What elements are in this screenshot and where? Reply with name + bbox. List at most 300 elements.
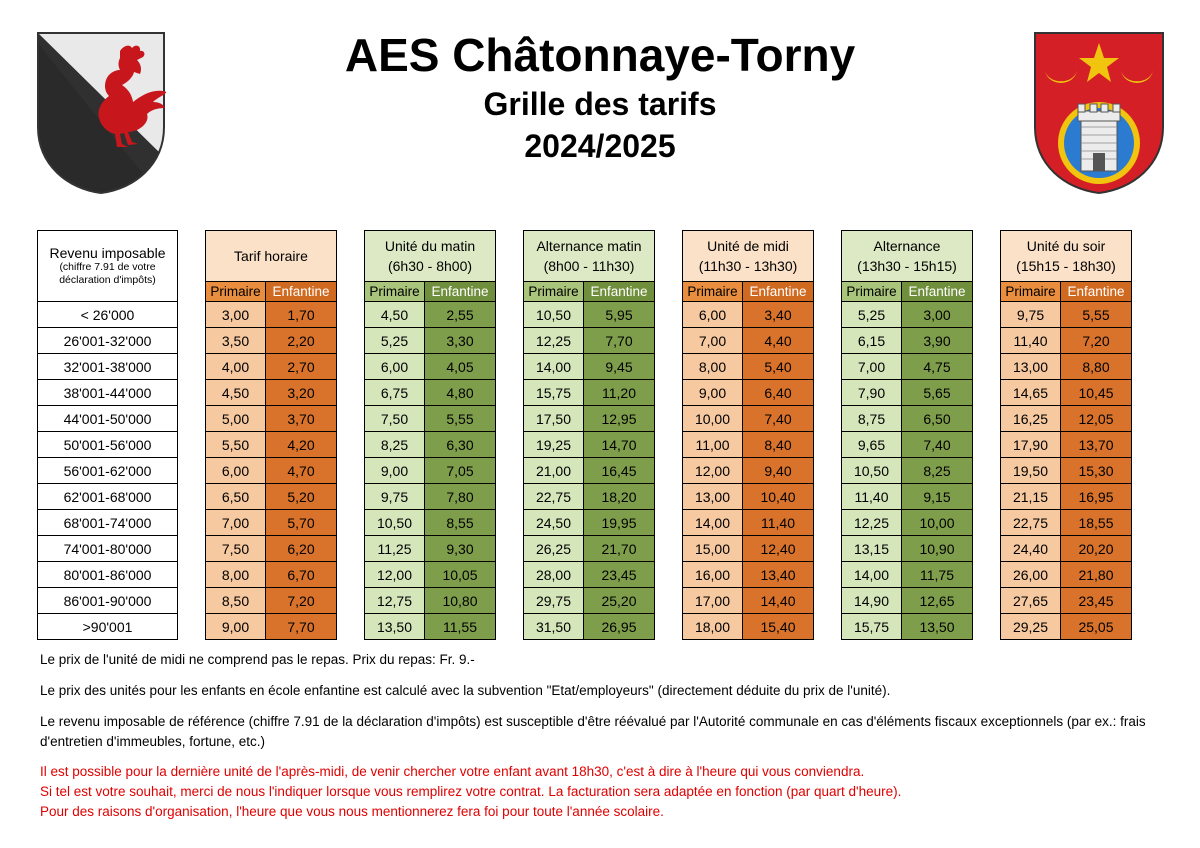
price-enfantine: 4,05 [425, 354, 496, 380]
column-gap [973, 231, 1001, 302]
group-header-time: (8h00 - 11h30) [543, 258, 635, 274]
price-enfantine: 12,05 [1061, 406, 1132, 432]
price-primaire: 6,00 [365, 354, 425, 380]
price-primaire: 10,00 [683, 406, 743, 432]
column-gap [178, 536, 206, 562]
price-enfantine: 12,40 [743, 536, 814, 562]
price-enfantine: 15,30 [1061, 458, 1132, 484]
price-primaire: 8,25 [365, 432, 425, 458]
price-enfantine: 4,20 [266, 432, 337, 458]
price-primaire: 9,75 [1001, 302, 1061, 328]
group-header-title: Unité de midi [707, 238, 789, 254]
group-header-time: (15h15 - 18h30) [1016, 258, 1116, 274]
price-enfantine: 3,00 [902, 302, 973, 328]
price-primaire: 6,00 [683, 302, 743, 328]
price-primaire: 14,90 [842, 588, 902, 614]
column-gap [496, 231, 524, 302]
price-primaire: 9,65 [842, 432, 902, 458]
column-gap [496, 406, 524, 432]
column-gap [178, 588, 206, 614]
column-gap [655, 484, 683, 510]
price-primaire: 8,50 [206, 588, 266, 614]
income-bracket: 62'001-68'000 [38, 484, 178, 510]
income-bracket: 86'001-90'000 [38, 588, 178, 614]
column-gap [337, 536, 365, 562]
price-primaire: 4,50 [206, 380, 266, 406]
header-row [38, 231, 1132, 282]
price-enfantine: 9,30 [425, 536, 496, 562]
price-enfantine: 10,90 [902, 536, 973, 562]
price-primaire: 7,90 [842, 380, 902, 406]
price-primaire: 10,50 [524, 302, 584, 328]
price-enfantine: 3,40 [743, 302, 814, 328]
column-gap [655, 510, 683, 536]
price-enfantine: 6,70 [266, 562, 337, 588]
column-gap [496, 432, 524, 458]
column-gap [814, 432, 842, 458]
price-enfantine: 11,20 [584, 380, 655, 406]
column-gap [178, 354, 206, 380]
price-enfantine: 5,40 [743, 354, 814, 380]
column-gap [337, 432, 365, 458]
price-primaire: 14,00 [524, 354, 584, 380]
price-enfantine: 10,80 [425, 588, 496, 614]
price-enfantine: 1,70 [266, 302, 337, 328]
group-header [206, 231, 337, 282]
price-primaire: 10,50 [365, 510, 425, 536]
price-primaire: 4,50 [365, 302, 425, 328]
group-header-title: Unité du soir [1026, 238, 1106, 254]
price-enfantine: 5,20 [266, 484, 337, 510]
price-enfantine: 18,20 [584, 484, 655, 510]
note-red-block [40, 762, 1170, 822]
price-enfantine: 7,05 [425, 458, 496, 484]
column-gap [814, 588, 842, 614]
price-enfantine: 10,40 [743, 484, 814, 510]
price-primaire: 27,65 [1001, 588, 1061, 614]
income-bracket: 26'001-32'000 [38, 328, 178, 354]
income-bracket: >90'001 [38, 614, 178, 640]
income-bracket: < 26'000 [38, 302, 178, 328]
group-header-time: (6h30 - 8h00) [387, 258, 473, 274]
column-gap [337, 614, 365, 640]
column-gap [655, 458, 683, 484]
subheader-primaire: Primaire [842, 282, 902, 302]
subheader-enfantine: Enfantine [584, 282, 655, 302]
price-enfantine: 3,70 [266, 406, 337, 432]
price-enfantine: 3,90 [902, 328, 973, 354]
price-primaire: 26,00 [1001, 562, 1061, 588]
group-header-title: Alternance [873, 238, 941, 254]
price-enfantine: 5,95 [584, 302, 655, 328]
group-header-title: Alternance matin [536, 238, 642, 254]
column-gap [814, 354, 842, 380]
column-gap [655, 328, 683, 354]
column-gap [337, 231, 365, 302]
price-enfantine: 4,75 [902, 354, 973, 380]
price-enfantine: 10,05 [425, 562, 496, 588]
price-enfantine: 6,40 [743, 380, 814, 406]
table-row [38, 484, 1132, 510]
price-primaire: 8,00 [683, 354, 743, 380]
price-enfantine: 13,50 [902, 614, 973, 640]
price-enfantine: 3,30 [425, 328, 496, 354]
price-enfantine: 7,70 [266, 614, 337, 640]
price-primaire: 11,25 [365, 536, 425, 562]
price-enfantine: 21,70 [584, 536, 655, 562]
column-gap [973, 510, 1001, 536]
price-primaire: 14,65 [1001, 380, 1061, 406]
price-primaire: 8,00 [206, 562, 266, 588]
column-gap [973, 328, 1001, 354]
price-primaire: 8,75 [842, 406, 902, 432]
price-primaire: 6,75 [365, 380, 425, 406]
price-primaire: 15,75 [524, 380, 584, 406]
column-gap [655, 354, 683, 380]
price-primaire: 12,00 [365, 562, 425, 588]
title-block [0, 29, 1200, 164]
price-enfantine: 3,20 [266, 380, 337, 406]
column-gap [496, 484, 524, 510]
price-primaire: 21,15 [1001, 484, 1061, 510]
price-primaire: 4,00 [206, 354, 266, 380]
price-enfantine: 4,70 [266, 458, 337, 484]
price-primaire: 13,00 [1001, 354, 1061, 380]
column-gap [814, 484, 842, 510]
price-enfantine: 11,55 [425, 614, 496, 640]
price-primaire: 9,00 [683, 380, 743, 406]
row-header-sublabel: (chiffre 7.91 de votre déclaration d'impôts) [59, 261, 156, 286]
subheader-primaire: Primaire [683, 282, 743, 302]
price-primaire: 31,50 [524, 614, 584, 640]
note-red-line: Pour des raisons d'organisation, l'heure que vous nous mentionnerez fera foi pour toute l'année scolaire. [40, 804, 664, 819]
price-enfantine: 26,95 [584, 614, 655, 640]
price-primaire: 24,40 [1001, 536, 1061, 562]
price-enfantine: 8,80 [1061, 354, 1132, 380]
price-primaire: 16,00 [683, 562, 743, 588]
price-enfantine: 6,20 [266, 536, 337, 562]
price-primaire: 7,00 [206, 510, 266, 536]
price-enfantine: 4,40 [743, 328, 814, 354]
column-gap [655, 614, 683, 640]
column-gap [178, 406, 206, 432]
price-primaire: 22,75 [524, 484, 584, 510]
price-primaire: 24,50 [524, 510, 584, 536]
price-primaire: 3,50 [206, 328, 266, 354]
price-enfantine: 19,95 [584, 510, 655, 536]
subheader-primaire: Primaire [524, 282, 584, 302]
column-gap [496, 614, 524, 640]
subheader-primaire: Primaire [1001, 282, 1061, 302]
column-gap [178, 302, 206, 328]
subheader-primaire: Primaire [206, 282, 266, 302]
price-enfantine: 8,55 [425, 510, 496, 536]
column-gap [814, 406, 842, 432]
price-primaire: 19,25 [524, 432, 584, 458]
note-subsidy: Le prix des unités pour les enfants en école enfantine est calculé avec la subvention "Etat/employeurs" (directement déduite du prix de l'unité). [40, 683, 891, 698]
price-enfantine: 6,50 [902, 406, 973, 432]
column-gap [973, 536, 1001, 562]
page-title: AES Châtonnaye-Torny [344, 29, 856, 81]
price-primaire: 11,00 [683, 432, 743, 458]
price-primaire: 12,75 [365, 588, 425, 614]
row-header-label [38, 231, 178, 302]
price-primaire: 26,25 [524, 536, 584, 562]
column-gap [973, 380, 1001, 406]
group-header-time: (11h30 - 13h30) [698, 258, 798, 274]
price-primaire: 12,25 [524, 328, 584, 354]
group-header-title: Tarif horaire [234, 248, 308, 264]
price-enfantine: 8,40 [743, 432, 814, 458]
price-enfantine: 6,30 [425, 432, 496, 458]
subheader-primaire: Primaire [365, 282, 425, 302]
column-gap [973, 562, 1001, 588]
column-gap [973, 432, 1001, 458]
subheader-enfantine: Enfantine [266, 282, 337, 302]
table-row [38, 458, 1132, 484]
page-subtitle: Grille des tarifs [483, 86, 717, 122]
column-gap [496, 510, 524, 536]
price-primaire: 15,75 [842, 614, 902, 640]
column-gap [496, 380, 524, 406]
income-bracket: 56'001-62'000 [38, 458, 178, 484]
income-bracket: 50'001-56'000 [38, 432, 178, 458]
price-primaire: 29,25 [1001, 614, 1061, 640]
column-gap [655, 380, 683, 406]
column-gap [496, 536, 524, 562]
price-enfantine: 15,40 [743, 614, 814, 640]
price-enfantine: 10,00 [902, 510, 973, 536]
price-enfantine: 11,40 [743, 510, 814, 536]
column-gap [655, 302, 683, 328]
column-gap [337, 354, 365, 380]
price-primaire: 15,00 [683, 536, 743, 562]
price-enfantine: 21,80 [1061, 562, 1132, 588]
price-enfantine: 12,95 [584, 406, 655, 432]
price-primaire: 12,25 [842, 510, 902, 536]
price-primaire: 9,00 [365, 458, 425, 484]
note-meal: Le prix de l'unité de midi ne comprend pas le repas. Prix du repas: Fr. 9.- [40, 652, 475, 667]
price-enfantine: 13,40 [743, 562, 814, 588]
price-primaire: 11,40 [1001, 328, 1061, 354]
group-header [842, 231, 973, 282]
price-enfantine: 7,40 [743, 406, 814, 432]
price-primaire: 5,00 [206, 406, 266, 432]
column-gap [337, 562, 365, 588]
column-gap [973, 458, 1001, 484]
price-primaire: 5,25 [365, 328, 425, 354]
price-enfantine: 7,20 [266, 588, 337, 614]
school-year: 2024/2025 [524, 128, 676, 164]
column-gap [178, 510, 206, 536]
column-gap [814, 458, 842, 484]
subheader-enfantine: Enfantine [743, 282, 814, 302]
price-primaire: 13,15 [842, 536, 902, 562]
column-gap [655, 562, 683, 588]
price-primaire: 28,00 [524, 562, 584, 588]
price-primaire: 12,00 [683, 458, 743, 484]
table-row [38, 302, 1132, 328]
row-header-title: Revenu imposable [49, 245, 166, 261]
table-row [38, 432, 1132, 458]
notes [40, 650, 1170, 822]
column-gap [337, 458, 365, 484]
column-gap [814, 328, 842, 354]
table-row [38, 380, 1132, 406]
price-primaire: 14,00 [842, 562, 902, 588]
note-red-line: Il est possible pour la dernière unité de l'après-midi, de venir chercher votre enfant avant 18h30, c'est à dire à l'heure qui vous conviendra. [40, 764, 865, 779]
table-row [38, 588, 1132, 614]
price-primaire: 9,00 [206, 614, 266, 640]
column-gap [496, 458, 524, 484]
column-gap [337, 510, 365, 536]
price-primaire: 7,50 [206, 536, 266, 562]
price-primaire: 13,00 [683, 484, 743, 510]
column-gap [973, 588, 1001, 614]
income-bracket: 80'001-86'000 [38, 562, 178, 588]
column-gap [814, 536, 842, 562]
price-enfantine: 7,80 [425, 484, 496, 510]
price-enfantine: 7,20 [1061, 328, 1132, 354]
price-primaire: 17,50 [524, 406, 584, 432]
price-primaire: 7,00 [683, 328, 743, 354]
column-gap [814, 231, 842, 302]
price-primaire: 18,00 [683, 614, 743, 640]
column-gap [655, 536, 683, 562]
price-enfantine: 20,20 [1061, 536, 1132, 562]
column-gap [337, 588, 365, 614]
price-primaire: 11,40 [842, 484, 902, 510]
price-primaire: 17,90 [1001, 432, 1061, 458]
income-bracket: 68'001-74'000 [38, 510, 178, 536]
table-row [38, 406, 1132, 432]
column-gap [178, 614, 206, 640]
price-primaire: 22,75 [1001, 510, 1061, 536]
price-enfantine: 7,70 [584, 328, 655, 354]
price-primaire: 10,50 [842, 458, 902, 484]
group-header [683, 231, 814, 282]
income-bracket: 38'001-44'000 [38, 380, 178, 406]
price-enfantine: 5,55 [1061, 302, 1132, 328]
price-enfantine: 5,70 [266, 510, 337, 536]
price-enfantine: 7,40 [902, 432, 973, 458]
column-gap [655, 588, 683, 614]
column-gap [814, 302, 842, 328]
table-row [38, 510, 1132, 536]
price-primaire: 6,50 [206, 484, 266, 510]
column-gap [496, 562, 524, 588]
column-gap [337, 406, 365, 432]
note-income: Le revenu imposable de référence (chiffre 7.91 de la déclaration d'impôts) est susceptible d'être réévalué par l'Autorité communale en cas d'éléments fiscaux exceptionnels (par ex.: frais d'entretien d'immeubles, fortune, etc.) [40, 714, 1146, 749]
price-primaire: 3,00 [206, 302, 266, 328]
column-gap [337, 328, 365, 354]
price-enfantine: 25,20 [584, 588, 655, 614]
price-enfantine: 16,45 [584, 458, 655, 484]
price-primaire: 5,50 [206, 432, 266, 458]
column-gap [814, 562, 842, 588]
price-enfantine: 8,25 [902, 458, 973, 484]
income-bracket: 44'001-50'000 [38, 406, 178, 432]
column-gap [178, 231, 206, 302]
price-primaire: 17,00 [683, 588, 743, 614]
table-row [38, 328, 1132, 354]
price-primaire: 6,15 [842, 328, 902, 354]
group-header-time: (13h30 - 15h15) [857, 258, 957, 274]
column-gap [337, 302, 365, 328]
subheader-enfantine: Enfantine [902, 282, 973, 302]
table-row [38, 562, 1132, 588]
column-gap [973, 614, 1001, 640]
column-gap [496, 328, 524, 354]
price-enfantine: 11,75 [902, 562, 973, 588]
price-enfantine: 23,45 [1061, 588, 1132, 614]
price-enfantine: 2,20 [266, 328, 337, 354]
table-row [38, 536, 1132, 562]
price-enfantine: 9,40 [743, 458, 814, 484]
price-enfantine: 16,95 [1061, 484, 1132, 510]
subheader-enfantine: Enfantine [1061, 282, 1132, 302]
column-gap [178, 562, 206, 588]
column-gap [178, 380, 206, 406]
column-gap [496, 588, 524, 614]
price-primaire: 29,75 [524, 588, 584, 614]
price-enfantine: 25,05 [1061, 614, 1132, 640]
price-enfantine: 18,55 [1061, 510, 1132, 536]
price-primaire: 13,50 [365, 614, 425, 640]
price-primaire: 16,25 [1001, 406, 1061, 432]
table-row [38, 354, 1132, 380]
subheader-enfantine: Enfantine [425, 282, 496, 302]
column-gap [973, 406, 1001, 432]
column-gap [178, 458, 206, 484]
table-row [38, 614, 1132, 640]
column-gap [178, 432, 206, 458]
column-gap [496, 354, 524, 380]
price-enfantine: 5,65 [902, 380, 973, 406]
column-gap [655, 406, 683, 432]
tariff-table [37, 230, 1132, 640]
column-gap [178, 328, 206, 354]
price-enfantine: 9,45 [584, 354, 655, 380]
price-primaire: 19,50 [1001, 458, 1061, 484]
price-primaire: 14,00 [683, 510, 743, 536]
column-gap [178, 484, 206, 510]
price-enfantine: 12,65 [902, 588, 973, 614]
price-enfantine: 14,40 [743, 588, 814, 614]
price-enfantine: 9,15 [902, 484, 973, 510]
column-gap [814, 614, 842, 640]
price-primaire: 6,00 [206, 458, 266, 484]
column-gap [496, 302, 524, 328]
group-header [365, 231, 496, 282]
price-primaire: 9,75 [365, 484, 425, 510]
price-enfantine: 2,70 [266, 354, 337, 380]
price-primaire: 7,00 [842, 354, 902, 380]
column-gap [337, 484, 365, 510]
column-gap [814, 510, 842, 536]
column-gap [973, 354, 1001, 380]
column-gap [973, 484, 1001, 510]
group-header [524, 231, 655, 282]
note-red-line: Si tel est votre souhait, merci de nous l'indiquer lorsque vous remplirez votre contrat. La facturation sera adaptée en fonction (par quart d'heure). [40, 784, 902, 799]
column-gap [655, 231, 683, 302]
price-enfantine: 5,55 [425, 406, 496, 432]
price-enfantine: 23,45 [584, 562, 655, 588]
price-primaire: 21,00 [524, 458, 584, 484]
income-bracket: 32'001-38'000 [38, 354, 178, 380]
income-bracket: 74'001-80'000 [38, 536, 178, 562]
column-gap [973, 302, 1001, 328]
